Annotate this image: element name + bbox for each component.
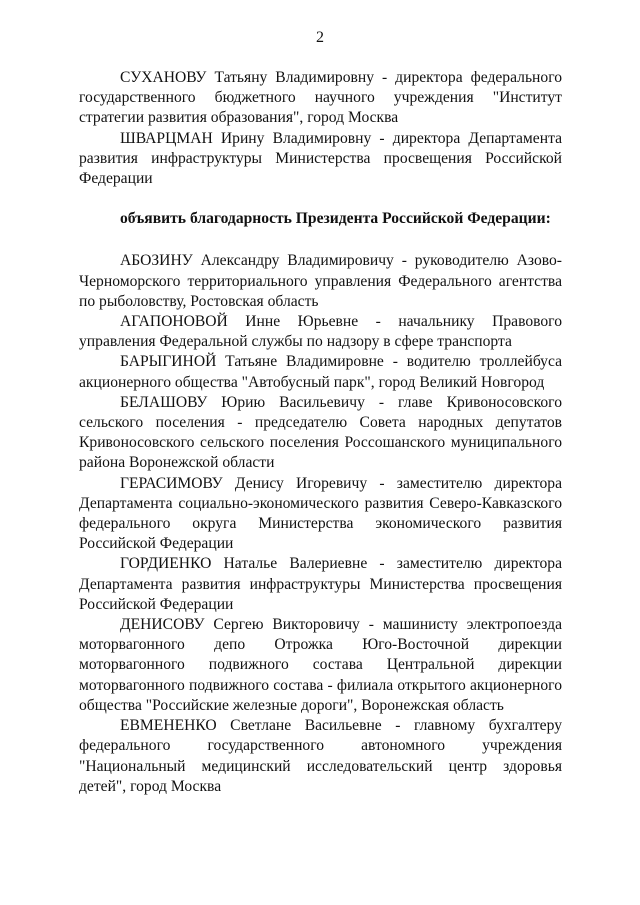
intro-paragraph: ШВАРЦМАН Ирину Владимировну - директора Департамента развития инфраструктуры Министерства просвещения Российской Федерации [79,129,562,188]
award-paragraph: БЕЛАШОВУ Юрию Васильевичу - главе Кривоносовского сельского поселения - председателю Совета народных депутатов Кривоносовского сельского поселения Россошанского муниципального района Воронежской области [79,393,562,472]
award-paragraph: АБОЗИНУ Александру Владимировичу - руководителю Азово-Черноморского территориального управления Федерального агентства по рыболовству, Ростовская область [79,252,562,310]
document-body [79,68,562,797]
page-number: 2 [316,29,324,46]
intro-paragraph: СУХАНОВУ Татьяну Владимировну - директора федерального государственного бюджетного научного учреждения "Институт стратегии развития образования", город Москва [79,69,562,127]
award-paragraph: ГЕРАСИМОВУ Денису Игоревичу - заместителю директора Департамента социально-экономического развития Северо-Кавказского федерального округа Министерства экономического развития Российской Федерации [79,474,562,553]
award-paragraph: ГОРДИЕНКО Наталье Валериевне - заместителю директора Департамента развития инфраструктуры Министерства просвещения Российской Федерации [79,555,562,613]
award-paragraph: ДЕНИСОВУ Сергею Викторовичу - машинисту электропоезда моторвагонного депо Отрожка Юго-Восточной дирекции моторвагонного подвижного состава Центральной дирекции моторвагонного подвижного состава - филиала открытого акционерного общества "Российские железные дороги", Воронежская область [79,616,562,714]
award-paragraph: ЕВМЕНЕНКО Светлане Васильевне - главному бухгалтеру федерального государственного автономного учреждения "Национальный медицинский исследовательский центр здоровья детей", город Москва [79,717,562,795]
section-heading: объявить благодарность Президента Российской Федерации: [120,210,551,228]
award-paragraph: БАРЫГИНОЙ Татьяне Владимировне - водителю троллейбуса акционерного общества "Автобусный парк", город Великий Новгород [79,353,562,391]
award-paragraph: АГАПОНОВОЙ Инне Юрьевне - начальнику Правового управления Федеральной службы по надзору в сфере транспорта [79,313,562,351]
